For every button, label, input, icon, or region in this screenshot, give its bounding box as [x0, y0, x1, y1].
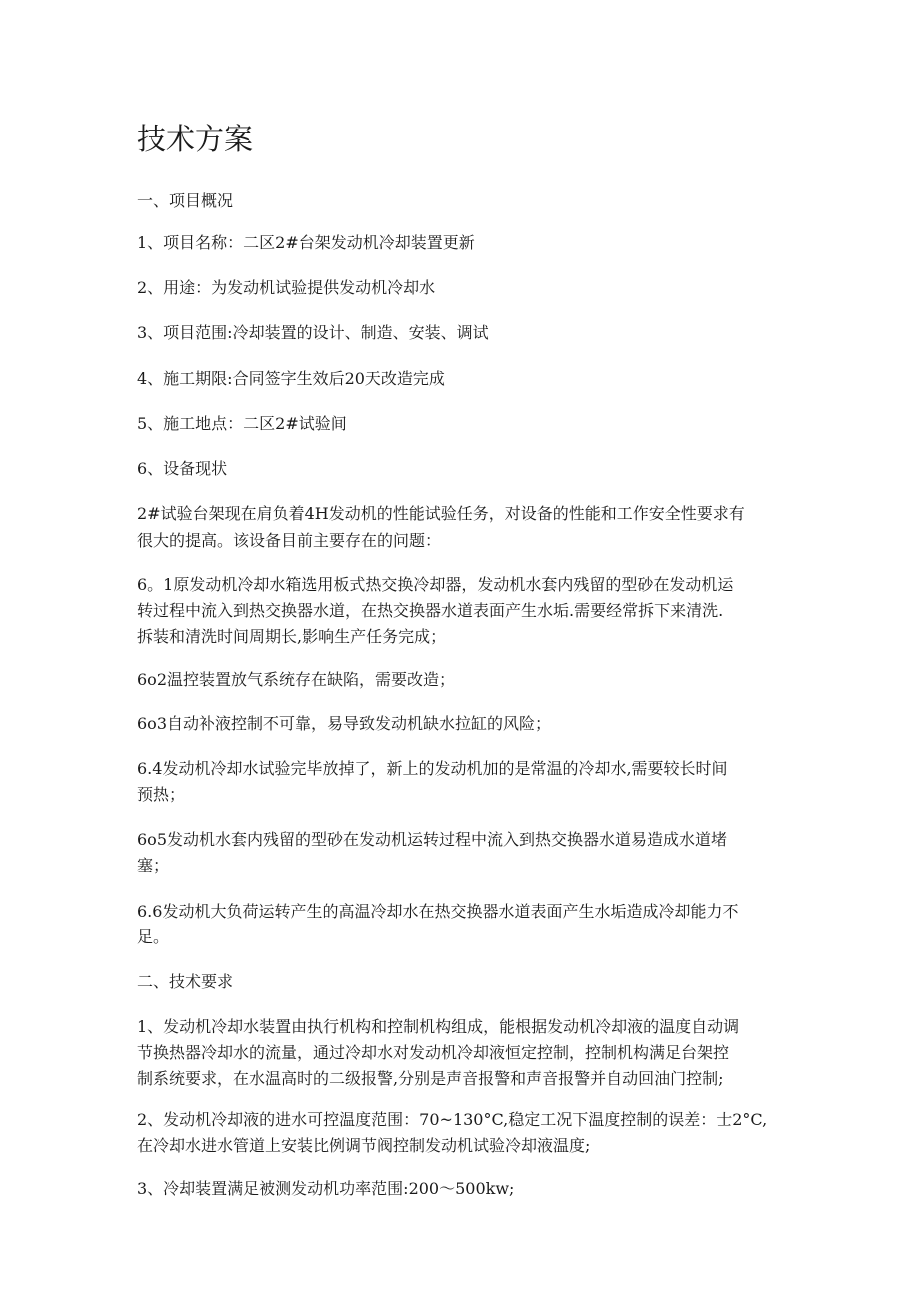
requirement-2-line: 2、发动机冷却液的进水可控温度范围：70~130°C,稳定工况下温度控制的误差：士2°C, — [137, 1110, 768, 1129]
issue-6-5-line: 6o5发动机水套内残留的型砂在发动机运转过程中流入到热交换器水道易造成水道堵 — [137, 830, 727, 849]
issue-6-2: 6o2温控装置放气系统存在缺陷，需要改造； — [137, 670, 455, 689]
issue-6-5-line: 塞； — [137, 856, 170, 875]
item-equipment-status: 6、设备现状 — [137, 459, 228, 478]
requirement-1-line: 制系统要求，在水温高时的二级报警,分别是声音报警和声音报警并自动回油门控制; — [137, 1069, 724, 1088]
item-deadline: 4、施工期限:合同签字生效后20天改造完成 — [137, 369, 445, 388]
item-location: 5、施工地点：二区2#试验间 — [137, 414, 347, 433]
item-project-name: 1、项目名称：二区2#台架发动机冷却装置更新 — [137, 233, 475, 252]
issue-6-6-line: 6.6发动机大负荷运转产生的高温冷却水在热交换器水道表面产生水垢造成冷却能力不 — [137, 902, 739, 921]
issue-6-1-line: 拆装和清洗时间周期长,影响生产任务完成； — [137, 627, 447, 646]
section-heading-tech-requirements: 二、技术要求 — [137, 972, 234, 991]
page-title: 技术方案 — [137, 122, 254, 156]
requirement-1-line: 1、发动机冷却水装置由执行机构和控制机构组成，能根据发动机冷却液的温度自动调 — [137, 1017, 740, 1036]
issue-6-3: 6o3自动补液控制不可靠，易导致发动机缺水拉缸的风险； — [137, 714, 551, 733]
section-heading-overview: 一、项目概况 — [137, 191, 234, 210]
item-scope: 3、项目范围:冷却装置的设计、制造、安装、调试 — [137, 323, 489, 342]
status-intro-line: 很大的提高。该设备目前主要存在的问题： — [137, 531, 442, 550]
issue-6-4-line: 预热； — [137, 785, 186, 804]
issue-6-1-line: 6。1原发动机冷却水箱选用板式热交换冷却器，发动机水套内残留的型砂在发动机运 — [137, 575, 734, 594]
item-purpose: 2、用途：为发动机试验提供发动机冷却水 — [137, 278, 436, 297]
issue-6-1-line: 转过程中流入到热交换器水道，在热交换器水道表面产生水垢.需要经常拆下来清洗. — [137, 601, 724, 620]
issue-6-6-line: 足。 — [137, 927, 170, 946]
status-intro-line: 2#试验台架现在肩负着4H发动机的性能试验任务，对设备的性能和工作安全性要求有 — [137, 504, 745, 523]
requirement-3: 3、冷却装置满足被测发动机功率范围:200～500kw; — [137, 1179, 515, 1198]
issue-6-4-line: 6.4发动机冷却水试验完毕放掉了，新上的发动机加的是常温的冷却水,需要较长时间 — [137, 759, 728, 778]
requirement-2-line: 在冷却水进水管道上安装比例调节阀控制发动机试验冷却液温度; — [137, 1136, 591, 1155]
requirement-1-line: 节换热器冷却水的流量，通过冷却水对发动机冷却液恒定控制，控制机构满足台架控 — [137, 1043, 730, 1062]
